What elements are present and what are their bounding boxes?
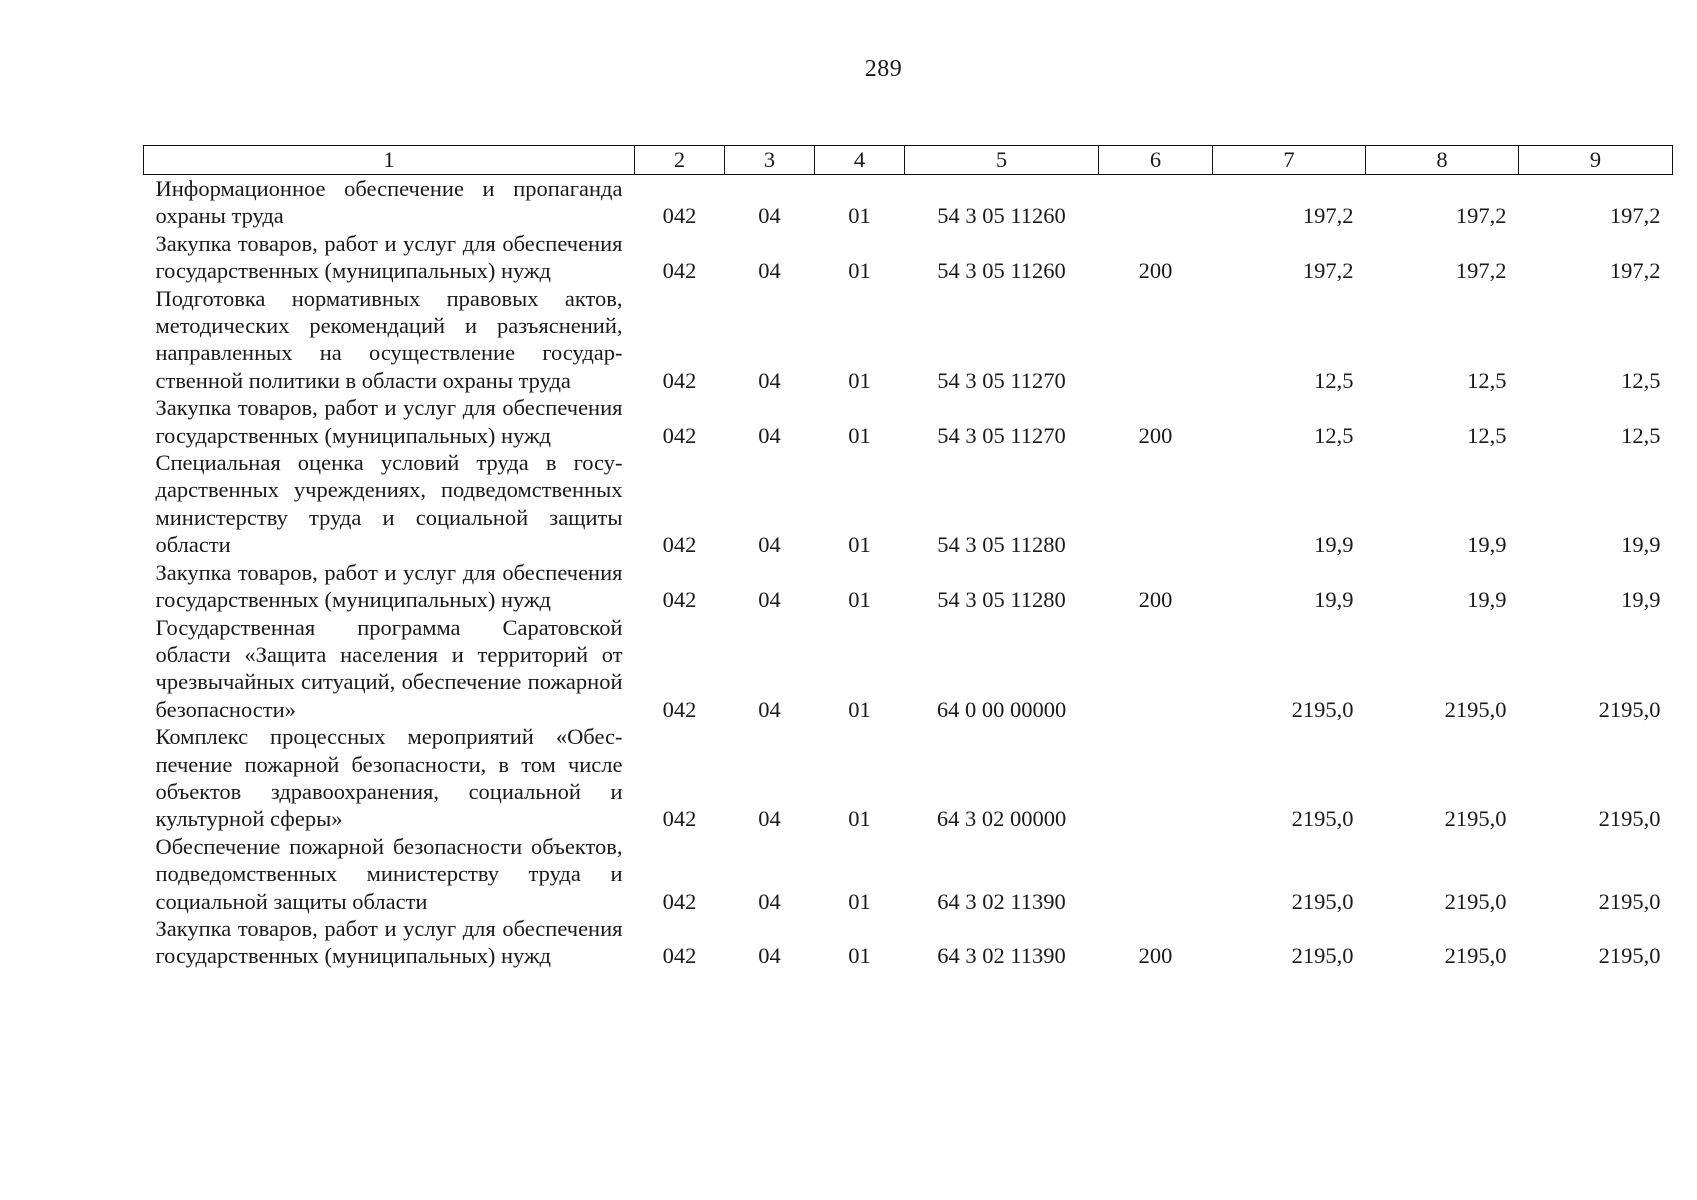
amount-year-1: 197,2 [1302,203,1354,229]
table-row [144,175,1673,230]
amount-year-1: 19,9 [1314,587,1354,613]
code-section: 04 [758,888,781,914]
code-ministry: 042 [662,888,697,914]
table-row [144,915,1673,970]
code-ministry: 042 [662,943,697,969]
amount-year-2: 2195,0 [1444,943,1507,969]
row-name: Информационное обеспечение и пропаганда охраны труда [155,176,623,229]
code-expense-type [1099,285,1213,395]
column-header: 4 [815,146,905,175]
code-expense-type: 200 [1138,258,1173,284]
code-expense-type [1099,614,1213,724]
row-name: Закупка товаров, работ и услуг для обеспечения государственных (муниципальных) нужд [155,915,623,969]
amount-year-1: 2195,0 [1291,696,1354,722]
table-body [144,175,1673,970]
code-ministry: 042 [662,258,697,284]
code-section: 04 [758,367,781,393]
code-ministry: 042 [662,587,697,613]
code-subsection: 01 [848,696,871,722]
amount-year-2: 12,5 [1467,422,1507,448]
code-section: 04 [758,806,781,832]
amount-year-3: 2195,0 [1598,806,1661,832]
row-name: Подготовка нормативных правовых актов, методических рекомендаций и разъяснений, направленных на осуществление государственной политики в области охраны труда [155,285,623,393]
code-section: 04 [758,203,781,229]
amount-year-1: 2195,0 [1291,888,1354,914]
code-expense-type [1099,723,1213,833]
code-ministry: 042 [662,696,697,722]
table-row [144,833,1673,915]
code-section: 04 [758,943,781,969]
column-header: 9 [1519,146,1673,175]
table-row [144,449,1673,559]
table-row [144,723,1673,833]
amount-year-2: 197,2 [1455,203,1507,229]
code-subsection: 01 [848,258,871,284]
code-subsection: 01 [848,888,871,914]
row-name: Закупка товаров, работ и услуг для обеспечения государственных (муниципальных) нужд [155,395,623,448]
amount-year-2: 2195,0 [1444,888,1507,914]
amount-year-3: 2195,0 [1598,888,1661,914]
code-subsection: 01 [848,806,871,832]
amount-year-2: 197,2 [1455,258,1507,284]
code-target-article: 54 3 05 11280 [937,587,1066,613]
code-section: 04 [758,532,781,558]
code-expense-type: 200 [1138,587,1173,613]
row-name: Закупка товаров, работ и услуг для обеспечения государственных (муниципальных) нужд [155,559,623,613]
code-section: 04 [758,258,781,284]
code-target-article: 54 3 05 11270 [937,422,1066,448]
amount-year-2: 19,9 [1467,532,1507,558]
code-target-article: 64 3 02 11390 [937,888,1066,914]
code-target-article: 64 3 02 11390 [937,943,1066,969]
amount-year-1: 12,5 [1314,367,1354,393]
code-section: 04 [758,422,781,448]
amount-year-3: 19,9 [1621,587,1661,613]
code-expense-type [1099,833,1213,915]
code-target-article: 64 3 02 00000 [936,806,1067,832]
column-header: 5 [905,146,1099,175]
code-section: 04 [758,696,781,722]
page-number: 289 [864,56,903,82]
code-subsection: 01 [848,203,871,229]
code-subsection: 01 [848,587,871,613]
table-row [144,394,1673,449]
column-header: 3 [725,146,815,175]
amount-year-1: 19,9 [1314,532,1354,558]
amount-year-2: 12,5 [1467,367,1507,393]
row-name: Комплекс процессных мероприятий «Обеспечение пожарной безопасности, в том числе объектов здравоохранения, социальной и культурной сферы» [155,724,623,832]
table-row [144,285,1673,395]
amount-year-3: 2195,0 [1598,943,1661,969]
amount-year-3: 12,5 [1621,422,1661,448]
column-header: 6 [1099,146,1213,175]
amount-year-3: 2195,0 [1598,696,1661,722]
code-subsection: 01 [848,943,871,969]
column-header: 7 [1213,146,1366,175]
amount-year-1: 2195,0 [1291,806,1354,832]
amount-year-3: 197,2 [1609,258,1661,284]
row-name: Закупка товаров, работ и услуг для обеспечения государственных (муниципальных) нужд [155,230,623,284]
code-ministry: 042 [662,806,697,832]
code-target-article: 54 3 05 11260 [937,203,1066,229]
amount-year-1: 2195,0 [1291,943,1354,969]
code-ministry: 042 [662,422,697,448]
amount-year-2: 2195,0 [1444,806,1507,832]
code-target-article: 54 3 05 11280 [937,532,1066,558]
code-expense-type: 200 [1138,422,1173,448]
column-header: 1 [144,146,635,175]
table-row [144,614,1673,724]
budget-table [143,145,1673,970]
code-expense-type [1099,449,1213,559]
row-name: Специальная оценка условий труда в государственных учреждениях, подведомственных министерству труда и социальной защиты области [155,450,623,558]
code-ministry: 042 [662,367,697,393]
table-row [144,559,1673,614]
code-subsection: 01 [848,532,871,558]
column-header: 2 [635,146,725,175]
row-name: Государственная программа Саратовской области «Защита населения и территорий от чрезвычайных ситуаций, обеспечение пожарной безопасности» [155,614,623,722]
amount-year-2: 2195,0 [1444,696,1507,722]
code-section: 04 [758,587,781,613]
code-expense-type [1099,175,1213,230]
code-ministry: 042 [662,203,697,229]
row-name: Обеспечение пожарной безопасности объектов, подведомственных министерству труда и социальной защиты области [155,833,623,914]
amount-year-1: 197,2 [1302,258,1354,284]
table-row [144,230,1673,285]
code-subsection: 01 [848,422,871,448]
amount-year-3: 197,2 [1609,203,1661,229]
code-target-article: 54 3 05 11260 [937,258,1066,284]
amount-year-2: 19,9 [1467,587,1507,613]
column-header: 8 [1366,146,1519,175]
amount-year-3: 12,5 [1621,367,1661,393]
code-target-article: 54 3 05 11270 [937,367,1066,393]
amount-year-3: 19,9 [1621,532,1661,558]
code-expense-type: 200 [1138,943,1173,969]
code-ministry: 042 [662,532,697,558]
table-header-row [144,146,1673,175]
code-subsection: 01 [848,367,871,393]
amount-year-1: 12,5 [1314,422,1354,448]
code-target-article: 64 0 00 00000 [936,696,1067,722]
